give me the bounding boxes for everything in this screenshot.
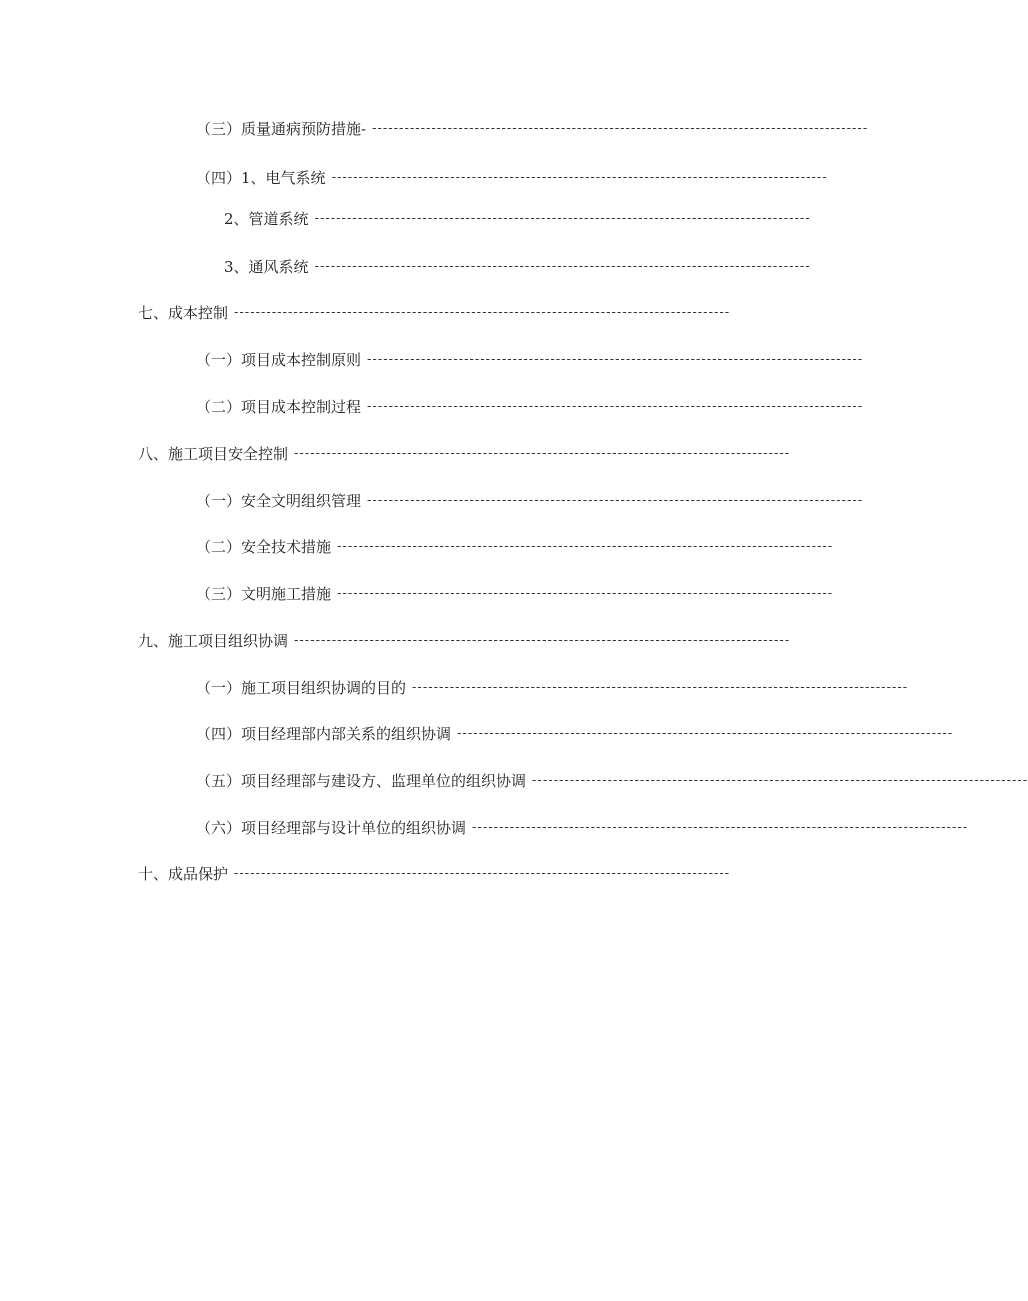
toc-prefix: （五） — [196, 772, 242, 790]
toc-text: 项目经理部与建设方、监理单位的组织协调 — [241, 772, 527, 790]
toc-leader: -------------------------------------------------------------------------------------------- — [372, 121, 869, 136]
toc-leader: -------------------------------------------------------------------------------------------- — [294, 633, 791, 648]
toc-leader: -------------------------------------------------------------------------------------------- — [337, 539, 834, 554]
toc-leader: -------------------------------------------------------------------------------------------- — [367, 399, 864, 414]
toc-line — [196, 723, 954, 745]
toc-leader: -------------------------------------------------------------------------------------------- — [472, 820, 969, 835]
toc-prefix: （四） — [196, 725, 242, 743]
toc-text: 3、通风系统 — [224, 258, 309, 276]
toc-line — [224, 208, 811, 230]
toc-text: 2、管道系统 — [224, 210, 309, 228]
toc-line — [196, 490, 864, 512]
toc-leader: -------------------------------------------------------------------------------------------- — [331, 170, 828, 185]
toc-text: 施工项目组织协调的目的 — [241, 679, 407, 697]
toc-prefix: （三） — [196, 585, 242, 603]
toc-leader: -------------------------------------------------------------------------------------------- — [234, 305, 731, 320]
toc-prefix: （二） — [196, 398, 242, 416]
toc-text: 八、施工项目安全控制 — [138, 445, 289, 463]
toc-text: 安全技术措施 — [241, 538, 332, 556]
toc-line — [138, 443, 791, 465]
toc-leader: -------------------------------------------------------------------------------------------- — [314, 211, 811, 226]
toc-line — [196, 167, 828, 189]
toc-prefix: （三） — [196, 120, 242, 138]
toc-line — [196, 349, 864, 371]
toc-text: 项目经理部与设计单位的组织协调 — [241, 819, 467, 837]
toc-line — [196, 770, 1028, 792]
toc-leader: -------------------------------------------------------------------------------------------- — [532, 773, 1028, 788]
toc-leader: -------------------------------------------------------------------------------------------- — [457, 726, 954, 741]
toc-line — [196, 536, 834, 558]
toc-text: 安全文明组织管理 — [241, 492, 362, 510]
toc-leader: -------------------------------------------------------------------------------------------- — [234, 866, 731, 881]
toc-line — [196, 396, 864, 418]
toc-line — [196, 677, 909, 699]
toc-line — [196, 583, 834, 605]
toc-leader: -------------------------------------------------------------------------------------------- — [367, 352, 864, 367]
toc-prefix: （一） — [196, 492, 242, 510]
toc-prefix: （四） — [196, 169, 242, 187]
toc-leader: -------------------------------------------------------------------------------------------- — [367, 493, 864, 508]
toc-leader: -------------------------------------------------------------------------------------------- — [337, 586, 834, 601]
toc-line — [196, 118, 869, 140]
toc-text: 文明施工措施 — [241, 585, 332, 603]
toc-prefix: （一） — [196, 351, 242, 369]
toc-line — [138, 863, 732, 885]
toc-leader: -------------------------------------------------------------------------------------------- — [412, 680, 909, 695]
toc-leader: -------------------------------------------------------------------------------------------- — [314, 259, 811, 274]
toc-prefix: （一） — [196, 679, 242, 697]
toc-prefix: （六） — [196, 819, 242, 837]
toc-text: 十、成品保护 — [138, 865, 229, 883]
toc-text: 项目成本控制原则 — [241, 351, 362, 369]
toc-text: 质量通病预防措施- — [241, 120, 367, 138]
toc-text: 项目经理部内部关系的组织协调 — [241, 725, 452, 743]
toc-line — [224, 256, 811, 278]
toc-prefix: （二） — [196, 538, 242, 556]
toc-text: 1、电气系统 — [241, 169, 326, 187]
toc-line — [138, 302, 732, 324]
toc-text: 七、成本控制 — [138, 304, 229, 322]
toc-leader: -------------------------------------------------------------------------------------------- — [294, 446, 791, 461]
toc-line — [138, 630, 791, 652]
toc-text: 九、施工项目组织协调 — [138, 632, 289, 650]
toc-text: 项目成本控制过程 — [241, 398, 362, 416]
toc-line — [196, 817, 969, 839]
